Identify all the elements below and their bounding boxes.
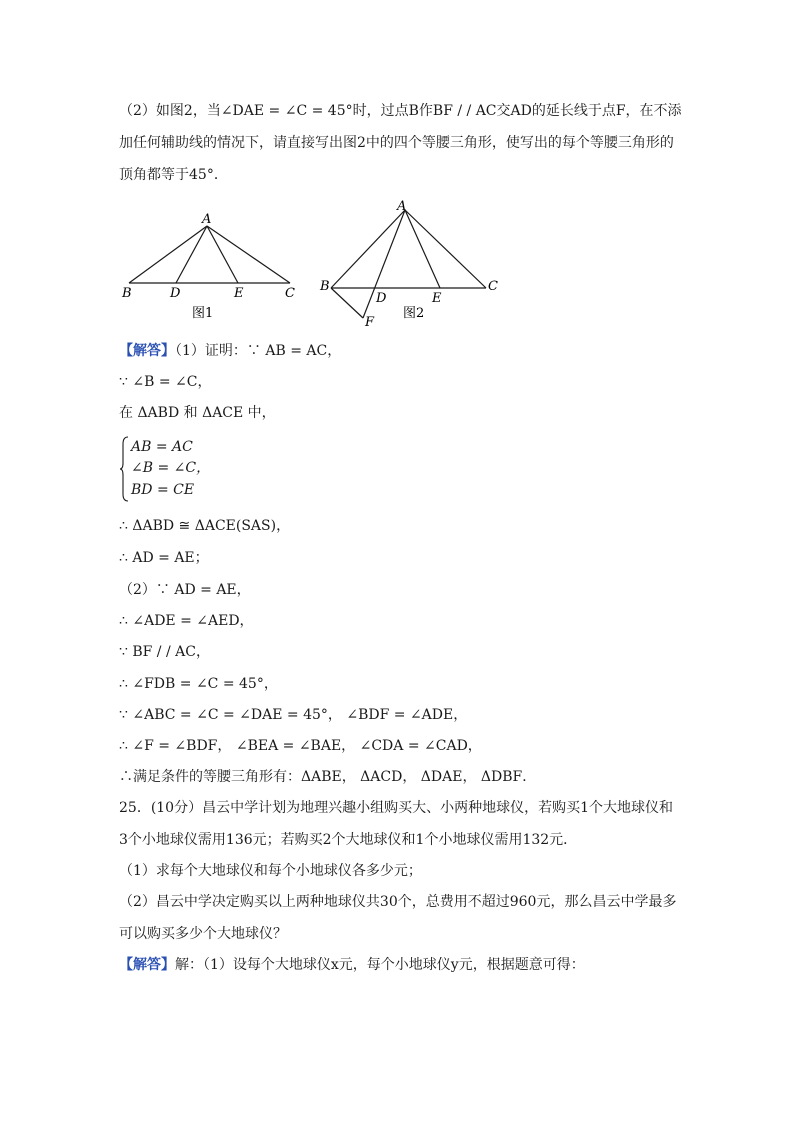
fig2-label-b: B — [320, 279, 330, 294]
fig2-segment-ae — [405, 210, 440, 288]
solution-text: （1）证明：∵ AB = AC， — [175, 343, 342, 359]
fig2-segment-ac — [405, 210, 486, 288]
fig1-label-a: A — [202, 212, 212, 227]
system-equation: AB = AC — [131, 439, 193, 455]
problem-text-line: 加任何辅助线的情况下，请直接写出图2中的四个等腰三角形，使写出的每个等腰三角形的 — [119, 135, 674, 151]
solution-line: 在 ΔABD 和 ΔACE 中， — [119, 405, 276, 421]
solution-line: ∴满足条件的等腰三角形有：ΔABE， ΔACD， ΔDAE， ΔDBF． — [119, 769, 537, 785]
problem-text-line: （1）求每个大地球仪和每个小地球仪各多少元； — [119, 863, 422, 879]
fig2-segment-ab — [331, 210, 405, 288]
solution-line: ∴ ∠FDB = ∠C = 45°， — [119, 676, 278, 692]
problem-text-line: （2）昌云中学决定购买以上两种地球仪共30个，总费用不超过960元，那么昌云中学最多 — [119, 894, 677, 910]
problem-text-line: （2）如图2，当∠DAE = ∠C = 45°时，过点B作BF / / AC交AD的延长线于点F，在不添 — [119, 103, 682, 119]
fig2-label-f: F — [365, 315, 375, 330]
solution-tag: 【解答】 — [119, 957, 175, 973]
figure-2 — [331, 210, 486, 318]
system-equation: BD = CE — [131, 482, 195, 498]
fig2-label-c: C — [488, 279, 498, 294]
solution-tag: 【解答】 — [119, 343, 175, 359]
solution-line: ∴ ΔABD ≅ ΔACE(SAS)， — [119, 518, 291, 534]
solution-line: ∵ BF / / AC， — [119, 644, 210, 660]
fig1-label-d: D — [170, 286, 181, 301]
fig1-label-c: C — [285, 286, 295, 301]
problem-text-line: 25．(10分）昌云中学计划为地理兴趣小组购买大、小两种地球仪，若购买1个大地球仪和 — [119, 800, 673, 816]
solution-line: ∴ ∠F = ∠BDF， ∠BEA = ∠BAE， ∠CDA = ∠CAD， — [119, 738, 482, 754]
solution-line: ∴ AD = AE； — [119, 550, 209, 566]
system-equation: ∠B = ∠C， — [131, 460, 211, 476]
fig1-segment-ab — [129, 226, 207, 283]
solution-line — [119, 341, 341, 361]
fig2-label-e: E — [432, 291, 442, 306]
problem-text-line: 3个小地球仪需用136元；若购买2个大地球仪和1个小地球仪需用132元． — [119, 832, 578, 848]
geometry-figures — [0, 196, 793, 336]
fig1-segment-ac — [207, 226, 290, 283]
fig1-caption: 图1 — [192, 306, 214, 321]
fig1-segment-ad — [176, 226, 207, 283]
problem-text-line: 顶角都等于45°． — [119, 167, 228, 183]
fig1-label-e: E — [234, 286, 244, 301]
solution-line: ∴ ∠ADE = ∠AED， — [119, 613, 254, 629]
solution-line: ∵ ∠B = ∠C， — [119, 374, 212, 390]
solution-text: 解：（1）设每个大地球仪x元，每个小地球仪y元，根据题意可得： — [175, 957, 585, 973]
fig2-segment-bf — [331, 288, 363, 318]
fig2-label-d: D — [376, 291, 387, 306]
solution-line: （2）∵ AD = AE， — [119, 582, 251, 598]
fig2-label-a: A — [397, 199, 407, 214]
fig2-caption: 图2 — [403, 306, 425, 321]
solution-line — [119, 955, 585, 975]
solution-line: ∵ ∠ABC = ∠C = ∠DAE = 45°， ∠BDF = ∠ADE， — [119, 707, 468, 723]
figure-1 — [129, 226, 290, 283]
system-brace — [119, 436, 129, 502]
fig1-label-b: B — [122, 286, 132, 301]
fig1-segment-ae — [207, 226, 238, 283]
problem-text-line: 可以购买多少个大地球仪？ — [119, 926, 287, 942]
